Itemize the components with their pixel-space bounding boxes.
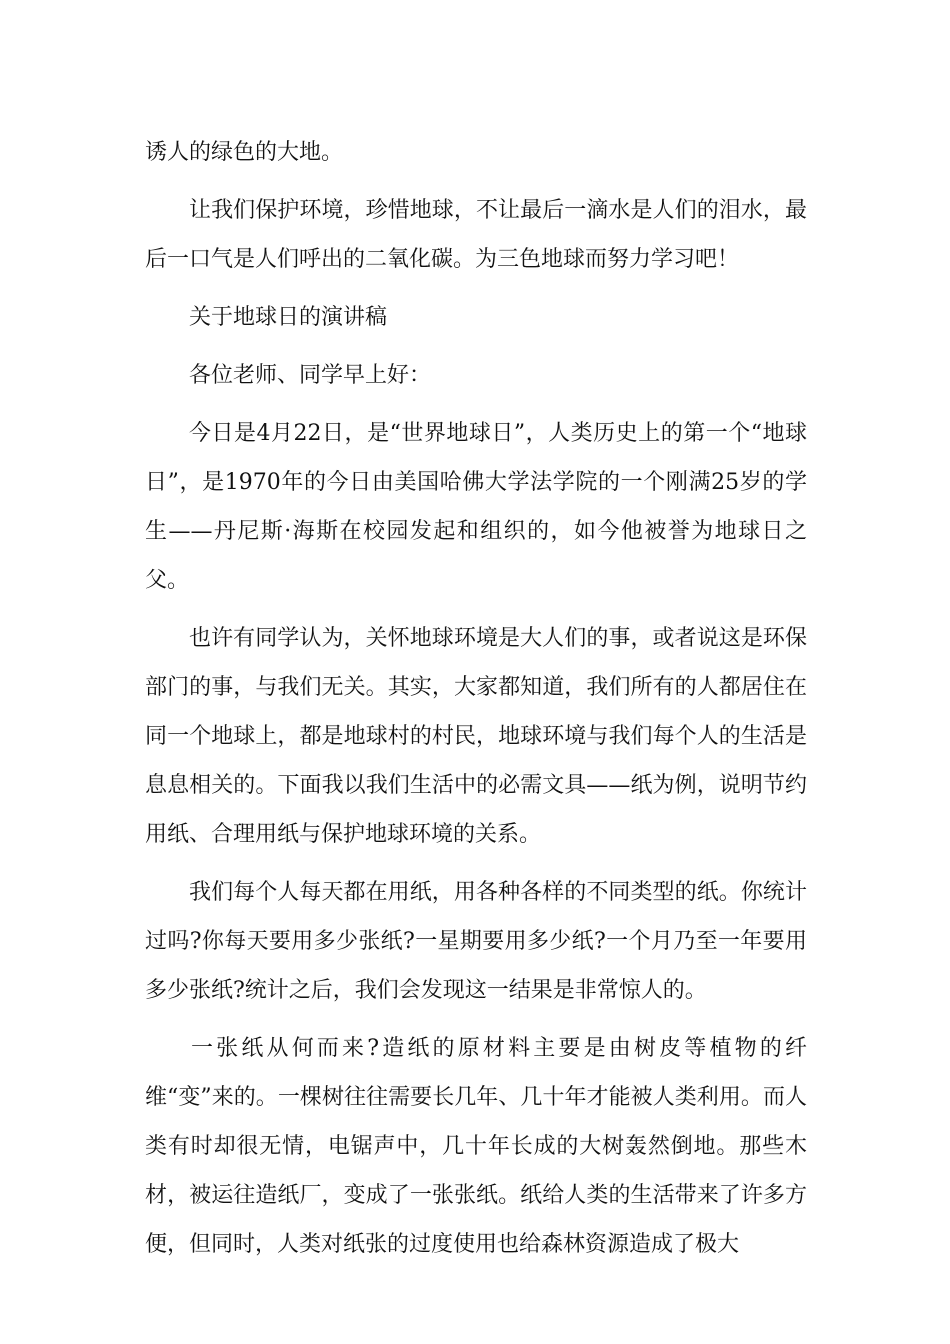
paragraph-paper-usage: 我们每个人每天都在用纸，用各种各样的不同类型的纸。你统计过吗?你每天要用多少张纸?一星期要用多少纸?一个月乃至一年要用多少张纸?统计之后，我们会发现这一结果是非常惊人的。 bbox=[145, 880, 807, 1003]
speech-greeting: 各位老师、同学早上好： bbox=[189, 363, 432, 388]
document-body bbox=[145, 128, 807, 1278]
paragraph-environment-concern: 也许有同学认为，关怀地球环境是大人们的事，或者说这是环保部门的事，与我们无关。其实，大家都知道，我们所有的人都居住在同一个地球上，都是地球村的村民，地球环境与我们每个人的生活是息息相关的。下面我以我们生活中的必需文具——纸为例，说明节约用纸、合理用纸与保护地球环境的关系。 bbox=[145, 626, 807, 847]
paragraph-closing: 让我们保护环境，珍惜地球，不让最后一滴水是人们的泪水，最后一口气是人们呼出的二氧化碳。为三色地球而努力学习吧！ bbox=[145, 198, 807, 272]
paragraph-continuation: 诱人的绿色的大地。 bbox=[145, 140, 344, 165]
paragraph-earth-day-intro: 今日是4月22日，是“世界地球日”，人类历史上的第一个“地球日”，是1970年的今日由美国哈佛大学法学院的一个刚满25岁的学生——丹尼斯·海斯在校园发起和组织的，如今他被誉为地球日之父。 bbox=[145, 421, 807, 593]
paragraph-paper-origin: 一张纸从何而来?造纸的原材料主要是由树皮等植物的纤维“变”来的。一棵树往往需要长几年、几十年才能被人类利用。而人类有时却很无情，电锯声中，几十年长成的大树轰然倒地。那些木材，被运往造纸厂，变成了一张张纸。纸给人类的生活带来了许多方便，但同时，人类对纸张的过度使用也给森林资源造成了极大 bbox=[145, 1036, 807, 1257]
speech-title: 关于地球日的演讲稿 bbox=[189, 305, 388, 330]
